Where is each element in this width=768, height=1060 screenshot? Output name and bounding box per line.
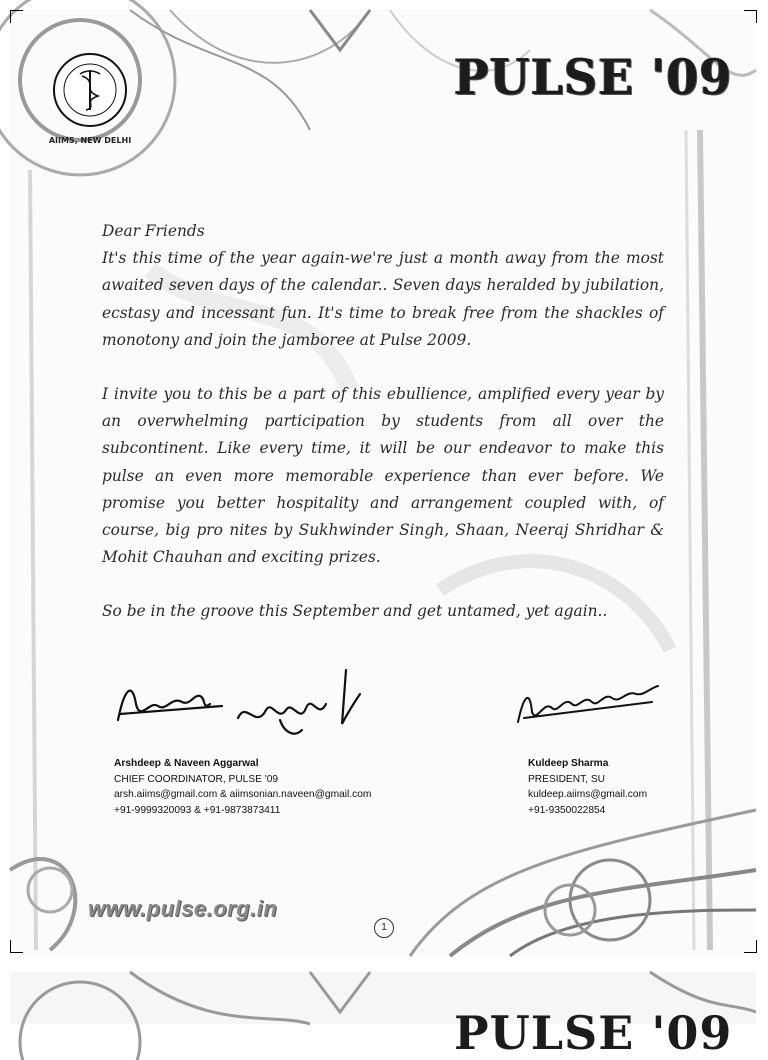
signatory-left-title: CHIEF COORDINATOR, PULSE '09 [114, 773, 279, 785]
letter-paragraph: It's this time of the year again-we're just a month away from the most awaited seven days of the calendar.. Seven days heralded by jubilation, ecstasy and incessant fun. It's time to break free from the shackles of monotony and join the jamboree at Pulse 2009. [102, 249, 664, 349]
next-page-preview [10, 972, 756, 1060]
signatory-left-phone: +91-9999320093 & +91-9873873411 [114, 804, 281, 816]
signatory-right-email: kuldeep.aiims@gmail.com [528, 789, 648, 801]
letter-salutation: Dear Friends [102, 222, 205, 240]
website-url: www.pulse.org.in [88, 896, 278, 921]
page-number: 1 [374, 918, 394, 938]
signatory-right [528, 756, 728, 818]
signatory-right-title: PRESIDENT, SU [528, 773, 605, 785]
logo-caption: AIIMS, NEW DELHI [48, 136, 132, 145]
signatory-right-phone: +91-9350022854 [528, 804, 606, 816]
letter-page [10, 10, 756, 956]
letter-paragraph: So be in the groove this September and get untamed, yet again.. [102, 602, 608, 621]
crop-mark-top-left [10, 10, 23, 23]
signatory-left [114, 756, 434, 818]
crop-mark-bottom-right [744, 940, 757, 953]
signatory-left-name: Arshdeep & Naveen Aggarwal [114, 758, 259, 769]
aiims-logo [52, 52, 128, 128]
next-page-brand: PULSE '09 [454, 1006, 733, 1060]
signature-kuldeep-sharma [512, 674, 662, 730]
letter-body [102, 218, 664, 653]
signatory-right-name: Kuldeep Sharma [528, 758, 609, 769]
pulse-brand-title: PULSE '09 [454, 48, 733, 106]
crop-mark-top-right [744, 10, 757, 23]
signature-arshdeep-naveen [110, 660, 360, 744]
signatory-left-email: arsh.aiims@gmail.com & aiimsonian.naveen@gmail.com [114, 789, 372, 801]
crop-mark-bottom-left [10, 940, 23, 953]
letter-paragraph: I invite you to this be a part of this ebullience, amplified every year by an overwhelming participation by students from all over the subcontinent. Like every time, it will be our endeavor to make this pulse an even more memorable experience than ever before. We promise you better hospitality and arrangement coupled with, of course, big pro nites by Sukhwinder Singh, Shaan, Neeraj Shridhar & Mohit Chauhan and exciting prizes. [102, 385, 664, 567]
